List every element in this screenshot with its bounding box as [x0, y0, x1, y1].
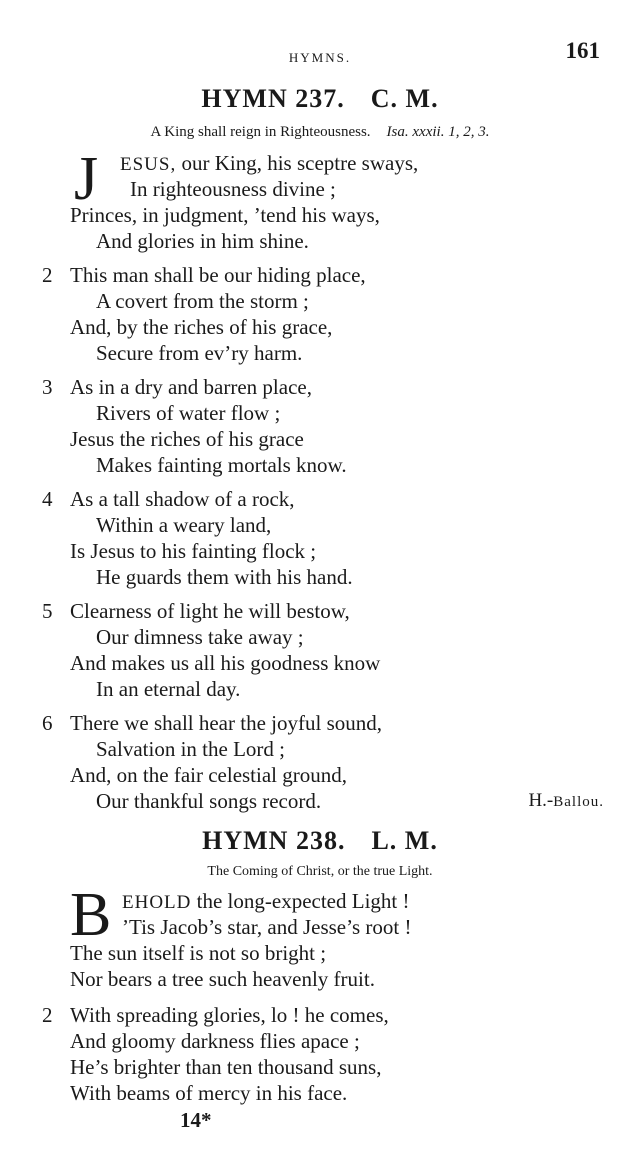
verse-number: 2 [42, 263, 53, 287]
scripture-reference: Isa. xxxii. 1, 2, 3. [386, 124, 490, 140]
verse-line: Jesus the riches of his grace [70, 427, 304, 451]
verse-number: 4 [42, 487, 53, 511]
verse-number: 3 [42, 375, 53, 399]
verse-line: With spreading glories, lo ! he comes, [70, 1003, 389, 1027]
verse-line: In righteousness divine ; [130, 177, 336, 201]
verse-line: Clearness of light he will bestow, [70, 599, 350, 623]
verse-line: Is Jesus to his fainting flock ; [70, 539, 317, 563]
page-number: 161 [565, 38, 600, 63]
verse-line: A covert from the storm ; [96, 289, 309, 313]
first-word-caps: EHOLD [122, 892, 192, 913]
hymn-237-meter: C. M. [370, 84, 439, 113]
verse-line: Nor bears a tree such heavenly fruit. [70, 967, 375, 991]
verse-line: Makes fainting mortals know. [96, 453, 347, 477]
verse-line: Rivers of water flow ; [96, 401, 281, 425]
first-line-rest: the long-expected Light ! [191, 889, 410, 913]
hymn-238-meter: L. M. [371, 826, 438, 855]
verse-line: Princes, in judgment, ’tend his ways, [70, 203, 380, 227]
verse-line: With beams of mercy in his face. [70, 1081, 348, 1105]
verse-line: As in a dry and barren place, [70, 375, 312, 399]
verse-line: And, by the riches of his grace, [70, 315, 333, 339]
hymn-238-title [0, 826, 640, 856]
verse-line: He’s brighter than ten thousand suns, [70, 1055, 382, 1079]
hymn-237-author: H.-Ballou. [528, 790, 604, 811]
verse-line: And gloomy darkness flies apace ; [70, 1029, 360, 1053]
hymn-238-number: HYMN 238. [202, 826, 346, 855]
author-initial: H. [528, 790, 547, 811]
verse-line: As a tall shadow of a rock, [70, 487, 295, 511]
signature-mark: 14* [180, 1108, 212, 1132]
verse-line: And makes us all his goodness know [70, 651, 381, 675]
verse-line: Salvation in the Lord ; [96, 737, 285, 761]
verse-line: The sun itself is not so bright ; [70, 941, 327, 965]
verse-line: Within a weary land, [96, 513, 272, 537]
verse-line: Our thankful songs record. [96, 789, 322, 813]
verse-line: He guards them with his hand. [96, 565, 353, 589]
verse-line: Our dimness take away ; [96, 625, 304, 649]
hymn-237-number: HYMN 237. [201, 84, 345, 113]
hymn-237-title [0, 84, 640, 114]
verse-line [122, 888, 409, 916]
verse-line [120, 150, 418, 178]
hymn-238-drop-cap: B [70, 881, 112, 949]
hymn-237-drop-cap: J [74, 145, 99, 213]
verse-line: And glories in him shine. [96, 229, 309, 253]
verse-number: 5 [42, 599, 53, 623]
verse-line: There we shall hear the joyful sound, [70, 711, 382, 735]
hymn-237-theme: A King shall reign in Righteousness. [150, 124, 371, 140]
verse-line: And, on the fair celestial ground, [70, 763, 347, 787]
first-word-caps: ESUS, [120, 154, 177, 175]
first-line-rest: our King, his sceptre sways, [176, 151, 419, 175]
verse-line: Secure from ev’ry harm. [96, 341, 303, 365]
running-head: HYMNS. [288, 50, 352, 65]
verse-number: 6 [42, 711, 53, 735]
verse-line: This man shall be our hiding place, [70, 263, 366, 287]
author-name: Ballou. [553, 794, 604, 810]
verse-line: In an eternal day. [96, 677, 241, 701]
verse-line: ’Tis Jacob’s star, and Jesse’s root ! [122, 915, 412, 939]
hymn-238-subtitle: The Coming of Christ, or the true Light. [207, 864, 433, 879]
hymn-237-subtitle [0, 124, 640, 141]
verse-number: 2 [42, 1003, 53, 1027]
